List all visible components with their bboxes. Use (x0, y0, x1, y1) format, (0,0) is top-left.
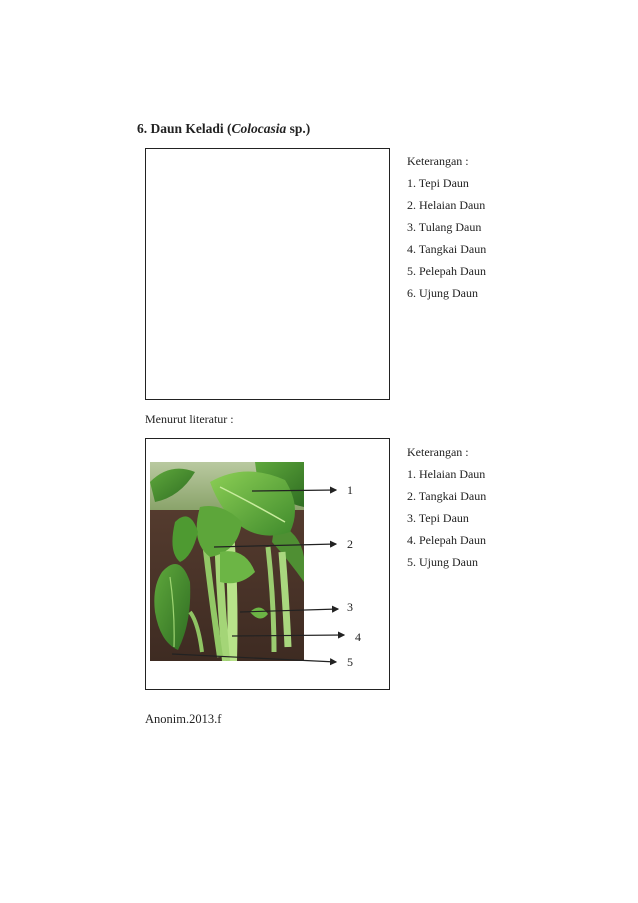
pointer-line-3 (240, 609, 338, 612)
pointer-line-4 (232, 635, 344, 636)
legend-item: 4. Tangkai Daun (407, 242, 487, 256)
legend-item: 5. Ujung Daun (407, 555, 478, 569)
legend-item: 1. Helaian Daun (407, 467, 486, 481)
legend-item: 4. Pelepah Daun (407, 533, 486, 547)
citation: Anonim.2013.f (145, 712, 222, 726)
legend-item: 5. Pelepah Daun (407, 264, 486, 278)
pointer-line-2 (214, 544, 336, 547)
pointer-number-2: 2 (347, 537, 353, 551)
legend-heading: Keterangan : (407, 154, 469, 168)
pointer-number-4: 4 (355, 630, 361, 644)
legend-item: 2. Helaian Daun (407, 198, 486, 212)
legend-bottom (407, 441, 486, 573)
legend-item: 2. Tangkai Daun (407, 489, 487, 503)
legend-item: 3. Tulang Daun (407, 220, 482, 234)
legend-item: 3. Tepi Daun (407, 511, 469, 525)
title-species: Colocasia (231, 121, 287, 136)
title-suffix: sp.) (286, 121, 311, 136)
legend-heading: Keterangan : (407, 445, 469, 459)
literature-label: Menurut literatur : (145, 412, 234, 426)
pointer-number-3: 3 (347, 600, 353, 614)
pointer-line-5 (172, 654, 336, 662)
pointer-number-5: 5 (347, 655, 353, 669)
title-number: 6. Daun Keladi ( (137, 121, 232, 136)
pointer-number-1: 1 (347, 483, 353, 497)
pointer-line-1 (252, 490, 336, 491)
legend-item: 1. Tepi Daun (407, 176, 469, 190)
legend-item: 6. Ujung Daun (407, 286, 478, 300)
